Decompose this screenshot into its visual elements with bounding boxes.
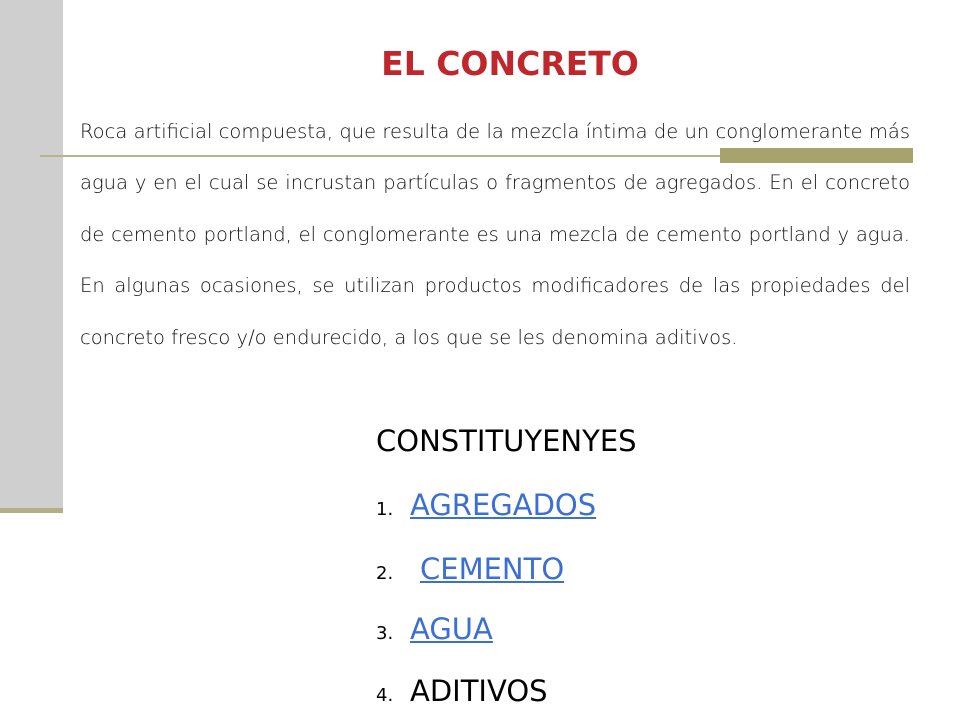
agregados-link[interactable]: AGREGADOS: [410, 488, 597, 522]
list-item-agua: [376, 612, 493, 652]
list-item-number: 4.: [376, 685, 394, 706]
list-item-number: 3.: [376, 623, 394, 644]
constituents-heading: CONSTITUYENYES: [376, 424, 637, 458]
list-item-cemento: [376, 552, 564, 592]
list-item-aditivos: [376, 674, 548, 714]
list-item-number: 2.: [376, 563, 394, 584]
cemento-link[interactable]: CEMENTO: [420, 552, 565, 586]
agua-link[interactable]: AGUA: [410, 612, 493, 646]
slide-title: EL CONCRETO: [381, 44, 639, 83]
list-item-agregados: [376, 488, 596, 528]
definition-paragraph: Roca artificial compuesta, que resulta de la mezcla íntima de un conglomerante más agua y en el cual se incrustan partículas o fragmentos de agregados. En el concreto de cemento portland, el conglomerante es una mezcla de cemento portland y agua. En algunas ocasiones, se utilizan productos modificadores de las propiedades del concreto fresco y/o endurecido, a los que se les denomina aditivos.: [80, 120, 910, 349]
list-item-number: 1.: [376, 499, 394, 520]
aditivos-label: ADITIVOS: [410, 674, 548, 708]
left-decor-bar-edge: [0, 508, 63, 513]
